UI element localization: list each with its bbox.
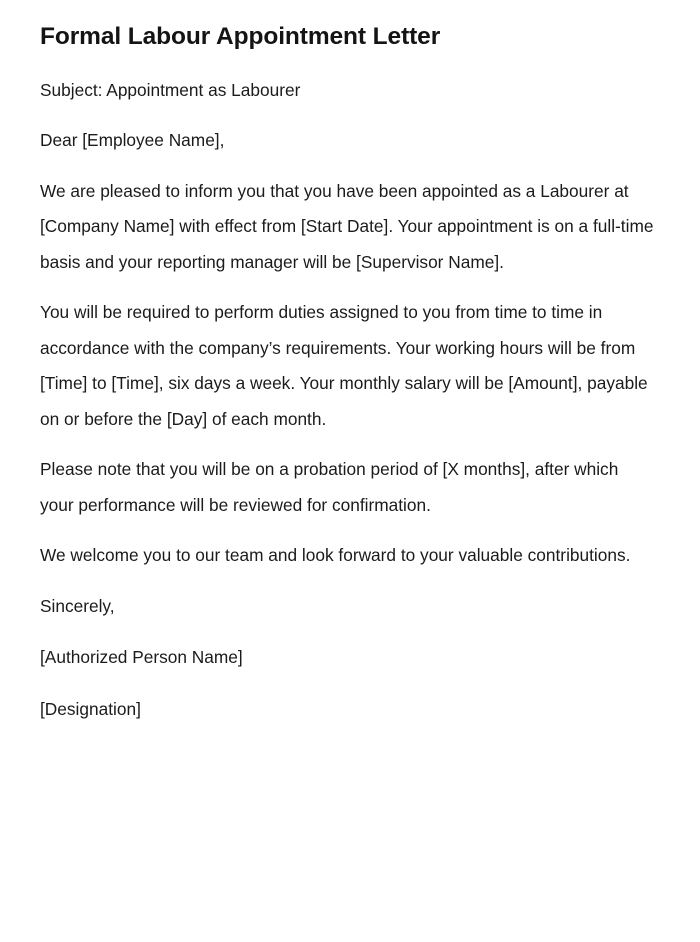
letter-closing: Sincerely, bbox=[40, 595, 115, 616]
letter-salutation: Dear [Employee Name], bbox=[40, 130, 225, 151]
letter-body-paragraph-2: You will be required to perform duties assigned to you from time to time in accordance with the company’s requirements. Your working hours will be from [Time] to [Time], six days a week. Your monthly salary will be [Amount], payable on or before the [Day] of each month. bbox=[40, 302, 648, 429]
letter-subject: Subject: Appointment as Labourer bbox=[40, 79, 301, 100]
page-title: Formal Labour Appointment Letter bbox=[40, 23, 441, 50]
letter-signature-name: [Authorized Person Name] bbox=[40, 647, 243, 668]
letter-body-paragraph-4: We welcome you to our team and look forward to your valuable contributions. bbox=[40, 545, 631, 566]
letter-body-paragraph-3: Please note that you will be on a probation period of [X months], after which your performance will be reviewed for confirmation. bbox=[40, 459, 619, 515]
letter-signature-designation: [Designation] bbox=[40, 698, 141, 719]
letter-body-paragraph-1: We are pleased to inform you that you have been appointed as a Labourer at [Company Name] with effect from [Start Date]. Your appointment is on a full-time basis and your reporting manager will be [Supervisor Name]. bbox=[40, 180, 654, 272]
